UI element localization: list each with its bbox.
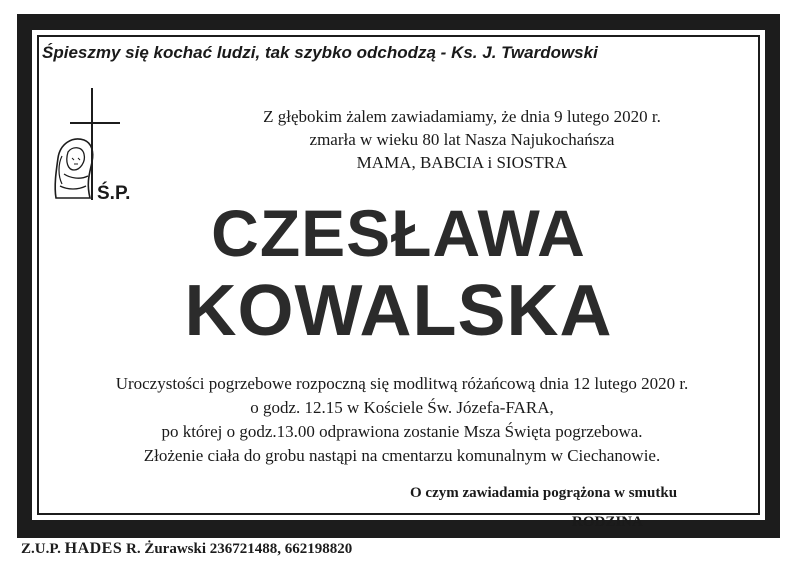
ceremony-line-2: o godz. 12.15 w Kościele Św. Józefa-FARA, — [250, 398, 554, 417]
footer-company: HADES — [64, 540, 123, 557]
obituary-panel — [32, 30, 765, 530]
funeral-home-footer — [21, 540, 352, 558]
sp-label: Ś.P. — [97, 183, 131, 204]
closing-line: O czym zawiadamia pogrążona w smutku — [410, 485, 678, 501]
ceremony-line-1: Uroczystości pogrzebowe rozpoczną się modlitwą różańcową dnia 12 lutego 2020 r. — [115, 374, 689, 393]
ceremony-line-3: po której o godz.13.00 odprawiona zostanie Msza Święta pogrzebowa. — [161, 422, 643, 441]
family-signature: RODZINA — [572, 514, 643, 530]
motto-quote: Śpieszmy się kochać ludzi, tak szybko odchodzą - Ks. J. Twardowski — [42, 43, 598, 62]
intro-line-1: Z głębokim żalem zawiadamiamy, że dnia 9 lutego 2020 r. — [263, 107, 661, 126]
deceased-last-name: KOWALSKA — [184, 271, 613, 351]
footer-prefix: Z.U.P. — [21, 541, 61, 557]
intro-line-3: MAMA, BABCIA i SIOSTRA — [356, 153, 568, 172]
ceremony-line-4: Złożenie ciała do grobu nastąpi na cmentarzu komunalnym w Ciechanowie. — [143, 446, 661, 465]
deceased-first-name: CZESŁAWA — [211, 196, 586, 270]
obituary-frame — [17, 14, 780, 538]
intro-line-2: zmarła w wieku 80 lat Nasza Najukochańsza — [309, 130, 615, 149]
footer-contact: R. Żurawski 236721488, 662198820 — [126, 541, 353, 557]
